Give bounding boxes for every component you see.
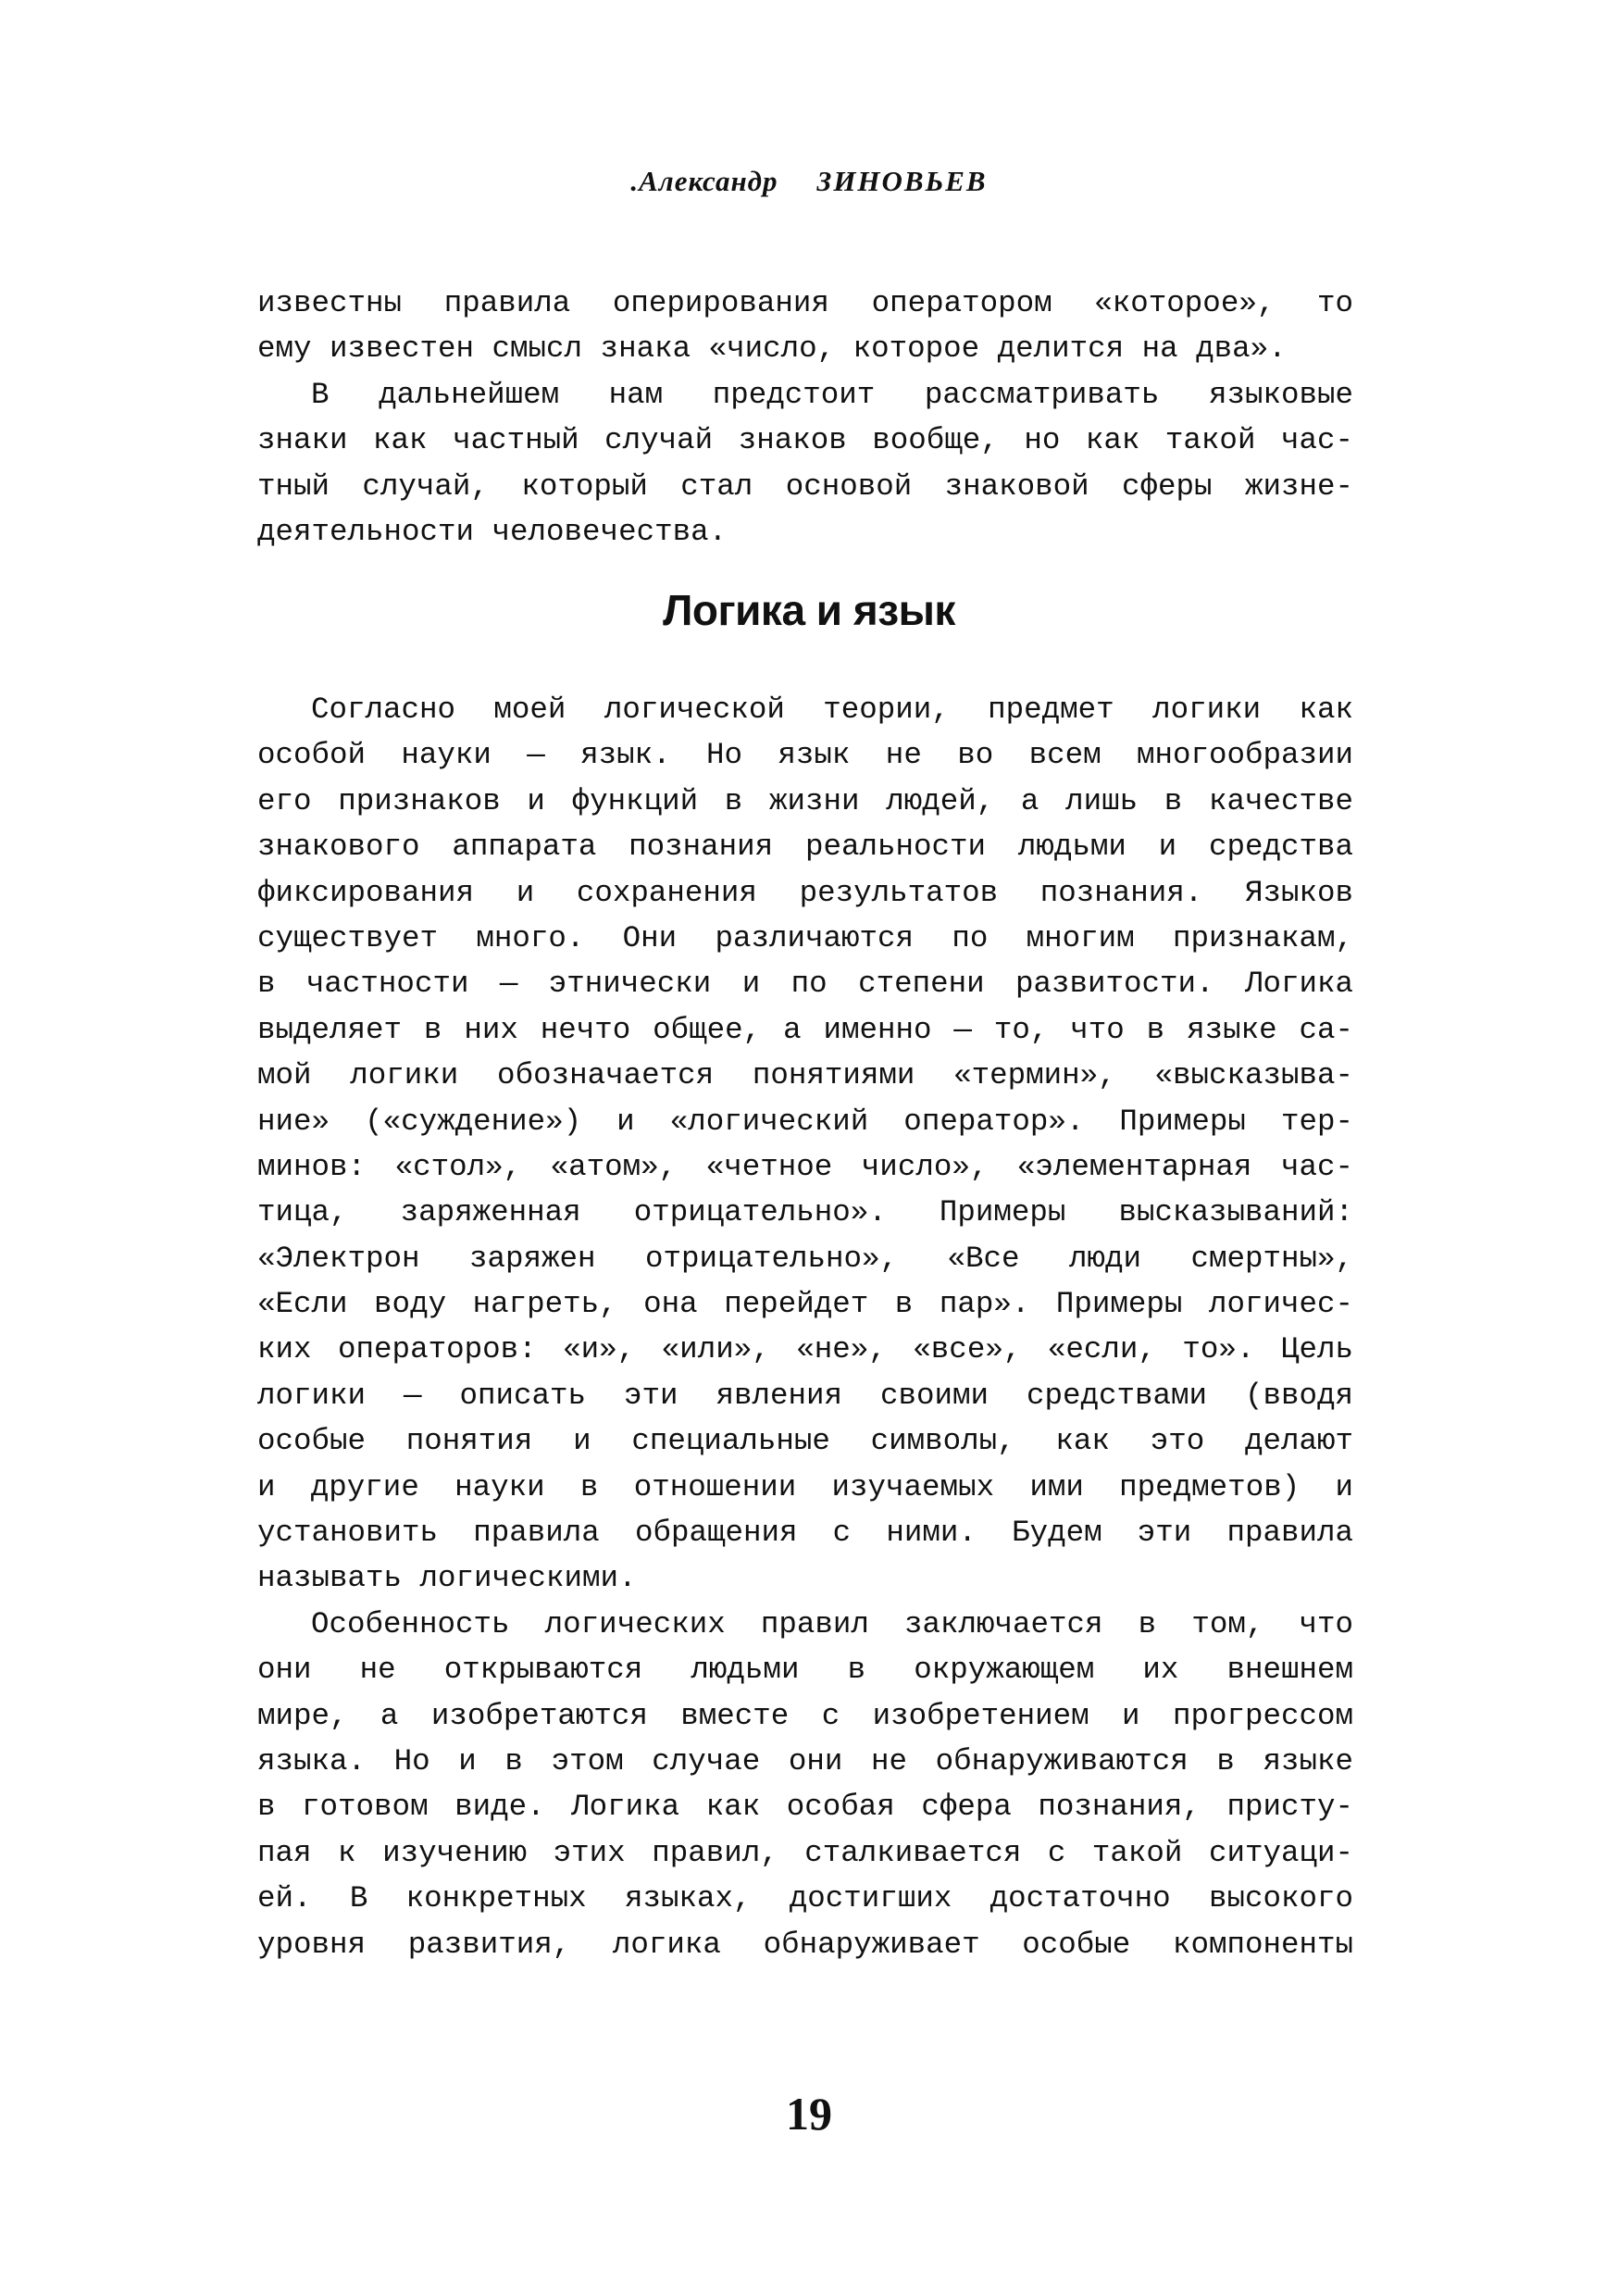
text-line: особые понятия и специальные символы, как это делают (257, 1424, 1353, 1459)
text-line: ние» («суждение») и «логический оператор». Примеры тер- (257, 1104, 1353, 1139)
text-line: известны правила оперирования оператором «которое», то (257, 286, 1353, 320)
text-line: минов: «стол», «атом», «четное число», «элементарная час- (257, 1149, 1353, 1184)
text-line: знакового аппарата познания реальности людьми и средства (257, 830, 1353, 865)
text-line: установить правила обращения с ними. Будем эти правила (257, 1516, 1353, 1551)
text-line: существует много. Они различаются по многим признакам, (257, 920, 1353, 955)
intro-paragraphs (257, 281, 1353, 555)
text-line: знаки как частный случай знаков вообще, но как такой час- (257, 423, 1353, 458)
text-line: «Электрон заряжен отрицательно», «Все люди смертны», (257, 1241, 1353, 1276)
text-line: особой науки — язык. Но язык не во всем многообразии (257, 738, 1353, 773)
text-line: и другие науки в отношении изучаемых ими предметов) и (257, 1469, 1353, 1504)
text-line: пая к изучению этих правил, сталкивается с такой ситуаци- (257, 1835, 1353, 1870)
text-line: В дальнейшем нам предстоит рассматривать языковые (311, 377, 1353, 412)
text-line: деятельности человечества. (257, 514, 728, 549)
running-header (0, 165, 1618, 198)
author-last-name: ЗИНОВЬЕВ (816, 165, 988, 197)
text-line: уровня развития, логика обнаруживает особые компоненты (257, 1927, 1353, 1962)
text-line: его признаков и функций в жизни людей, а лишь в качестве (257, 783, 1353, 818)
text-line: языка. Но и в этом случае они не обнаруживаются в языке (257, 1743, 1353, 1778)
text-line: ей. В конкретных языках, достигших достаточно высокого (257, 1881, 1353, 1916)
text-line: логики — описать эти явления своими средствами (вводя (257, 1378, 1353, 1413)
author-first-name: .Александр (630, 165, 778, 197)
text-line: мой логики обозначается понятиями «термин», «высказыва- (257, 1058, 1353, 1093)
text-line: фиксирования и сохранения результатов познания. Языков (257, 875, 1353, 910)
text-line: тица, заряженная отрицательно». Примеры высказываний: (257, 1195, 1353, 1230)
text-line: ких операторов: «и», «или», «не», «все», «если, то». Цель (257, 1332, 1353, 1367)
text-line: Особенность логических правил заключается в том, что (311, 1606, 1353, 1641)
section-heading: Логика и язык (663, 586, 955, 634)
text-line: выделяет в них нечто общее, а именно — то, что в языке са- (257, 1012, 1353, 1047)
text-line: в частности — этнически и по степени развитости. Логика (257, 967, 1353, 1002)
page-number: 19 (786, 2088, 832, 2140)
text-line: мире, а изобретаются вместе с изобретением и прогрессом (257, 1698, 1353, 1733)
text-line: тный случай, который стал основой знаковой сферы жизне- (257, 468, 1353, 504)
text-line: они не открываются людьми в окружающем их внешнем (257, 1653, 1353, 1688)
text-line: называть логическими. (257, 1561, 637, 1596)
text-line: ему известен смысл знака «число, которое делится на два». (257, 331, 1287, 367)
text-line: в готовом виде. Логика как особая сфера познания, присту- (257, 1790, 1353, 1825)
text-line: Согласно моей логической теории, предмет логики как (311, 693, 1353, 727)
main-paragraphs (257, 687, 1353, 1967)
text-line: «Если воду нагреть, она перейдет в пар». Примеры логичес- (257, 1287, 1353, 1322)
